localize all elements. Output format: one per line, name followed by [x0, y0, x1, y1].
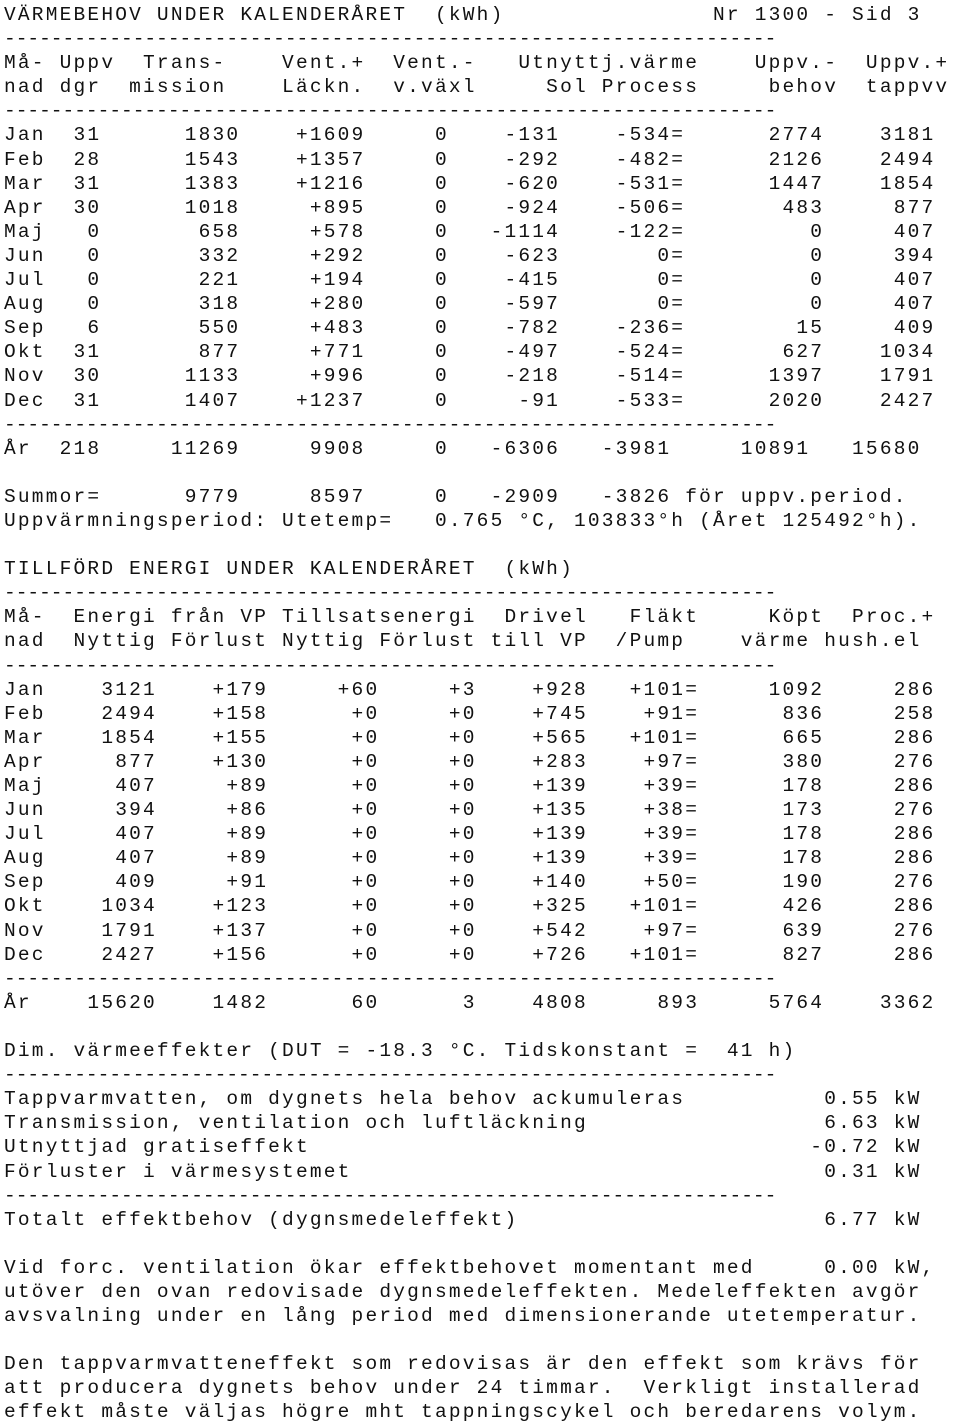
blank-line	[4, 533, 949, 557]
report-line: Aug 407 +89 +0 +0 +139 +39= 178 286	[4, 847, 936, 870]
report-line: Utnyttjad gratiseffekt -0.72 kW	[4, 1136, 922, 1159]
report-line: TILLFÖRD ENERGI UNDER KALENDERÅRET (kWh)	[4, 558, 574, 581]
report-line: År 15620 1482 60 3 4808 893 5764 3362	[4, 991, 936, 1014]
report-line: Summor= 9779 8597 0 -2909 -3826 för uppv.period.	[4, 485, 908, 508]
report-line: Dec 31 1407 +1237 0 -91 -533= 2020 2427	[4, 389, 936, 412]
report-line: Jan 31 1830 +1609 0 -131 -534= 2774 3181	[4, 124, 936, 147]
report-line: nad dgr mission Läckn. v.växl Sol Process behov tappvv	[4, 76, 950, 99]
blank-line	[4, 1328, 949, 1352]
report-line: Mar 1854 +155 +0 +0 +565 +101= 665 286	[4, 726, 936, 749]
separator-line: ------------------------------------------------------------------	[4, 1064, 777, 1087]
report-line: År 218 11269 9908 0 -6306 -3981 10891 15680	[4, 437, 922, 460]
report-line: Vid forc. ventilation ökar effektbehovet momentant med 0.00 kW,	[4, 1256, 936, 1279]
report-line: Må- Uppv Trans- Vent.+ Vent.- Utnyttj.värme Uppv.- Uppv.+	[4, 52, 950, 75]
blank-line	[4, 1232, 949, 1256]
report-line: Maj 0 658 +578 0 -1114 -122= 0 407	[4, 220, 936, 243]
report-line: Jan 3121 +179 +60 +3 +928 +101= 1092 286	[4, 678, 936, 701]
report-line: Maj 407 +89 +0 +0 +139 +39= 178 286	[4, 775, 936, 797]
blank-line	[4, 1015, 949, 1039]
report-line: Jun 394 +86 +0 +0 +135 +38= 173 276	[4, 799, 936, 822]
report-line: Aug 0 318 +280 0 -597 0= 0 407	[4, 293, 936, 316]
report-line: Apr 30 1018 +895 0 -924 -506= 483 877	[4, 196, 936, 219]
report-document	[4, 3, 949, 1425]
separator-line: ------------------------------------------------------------------	[4, 413, 777, 436]
blank-line	[4, 461, 949, 485]
separator-line: ------------------------------------------------------------------	[4, 654, 777, 677]
report-line: Tappvarmvatten, om dygnets hela behov ackumuleras 0.55 kW	[4, 1088, 922, 1111]
report-line: Nov 30 1133 +996 0 -218 -514= 1397 1791	[4, 365, 936, 388]
report-line: nad Nyttig Förlust Nyttig Förlust till VP /Pump värme hush.el	[4, 630, 922, 653]
report-line: Sep 6 550 +483 0 -782 -236= 15 409	[4, 317, 936, 340]
report-line: Förluster i värmesystemet 0.31 kW	[4, 1160, 922, 1183]
report-line: VÄRMEBEHOV UNDER KALENDERÅRET (kWh) Nr 1300 - Sid 3	[4, 4, 922, 26]
report-line: Den tappvarmvatteneffekt som redovisas är den effekt som krävs för	[4, 1353, 922, 1376]
report-line: Jun 0 332 +292 0 -623 0= 0 394	[4, 244, 936, 267]
report-line: Uppvärmningsperiod: Utetemp= 0.765 °C, 103833°h (Året 125492°h).	[4, 509, 922, 532]
separator-line: ------------------------------------------------------------------	[4, 28, 777, 51]
report-line: Feb 2494 +158 +0 +0 +745 +91= 836 258	[4, 702, 936, 725]
report-line: Sep 409 +91 +0 +0 +140 +50= 190 276	[4, 871, 936, 894]
report-line: Nov 1791 +137 +0 +0 +542 +97= 639 276	[4, 919, 936, 942]
report-line: Mar 31 1383 +1216 0 -620 -531= 1447 1854	[4, 172, 936, 195]
report-line: Må- Energi från VP Tillsatsenergi Drivel Fläkt Köpt Proc.+	[4, 606, 936, 629]
report-line: att producera dygnets behov under 24 timmar. Verkligt installerad	[4, 1377, 922, 1400]
report-line: Jul 0 221 +194 0 -415 0= 0 407	[4, 269, 936, 292]
report-line: Okt 31 877 +771 0 -497 -524= 627 1034	[4, 341, 936, 364]
report-line: utöver den ovan redovisade dygnsmedeleffekten. Medeleffekten avgör	[4, 1280, 922, 1303]
separator-line: ------------------------------------------------------------------	[4, 967, 777, 990]
report-line: Dec 2427 +156 +0 +0 +726 +101= 827 286	[4, 943, 936, 966]
separator-line: ------------------------------------------------------------------	[4, 100, 777, 123]
report-line: Transmission, ventilation och luftläckning 6.63 kW	[4, 1112, 922, 1135]
report-line: effekt måste väljas högre mht tappningscykel och beredarens volym.	[4, 1401, 922, 1424]
report-line: Totalt effektbehov (dygnsmedeleffekt) 6.77 kW	[4, 1208, 922, 1231]
report-line: avsvalning under en lång period med dimensionerande utetemperatur.	[4, 1305, 922, 1328]
separator-line: ------------------------------------------------------------------	[4, 582, 777, 605]
report-line: Feb 28 1543 +1357 0 -292 -482= 2126 2494	[4, 148, 936, 171]
separator-line: ------------------------------------------------------------------	[4, 1184, 777, 1207]
report-line: Apr 877 +130 +0 +0 +283 +97= 380 276	[4, 750, 936, 773]
report-line: Jul 407 +89 +0 +0 +139 +39= 178 286	[4, 823, 936, 846]
report-line: Dim. värmeeffekter (DUT = -18.3 °C. Tidskonstant = 41 h)	[4, 1040, 797, 1063]
report-line: Okt 1034 +123 +0 +0 +325 +101= 426 286	[4, 895, 936, 918]
